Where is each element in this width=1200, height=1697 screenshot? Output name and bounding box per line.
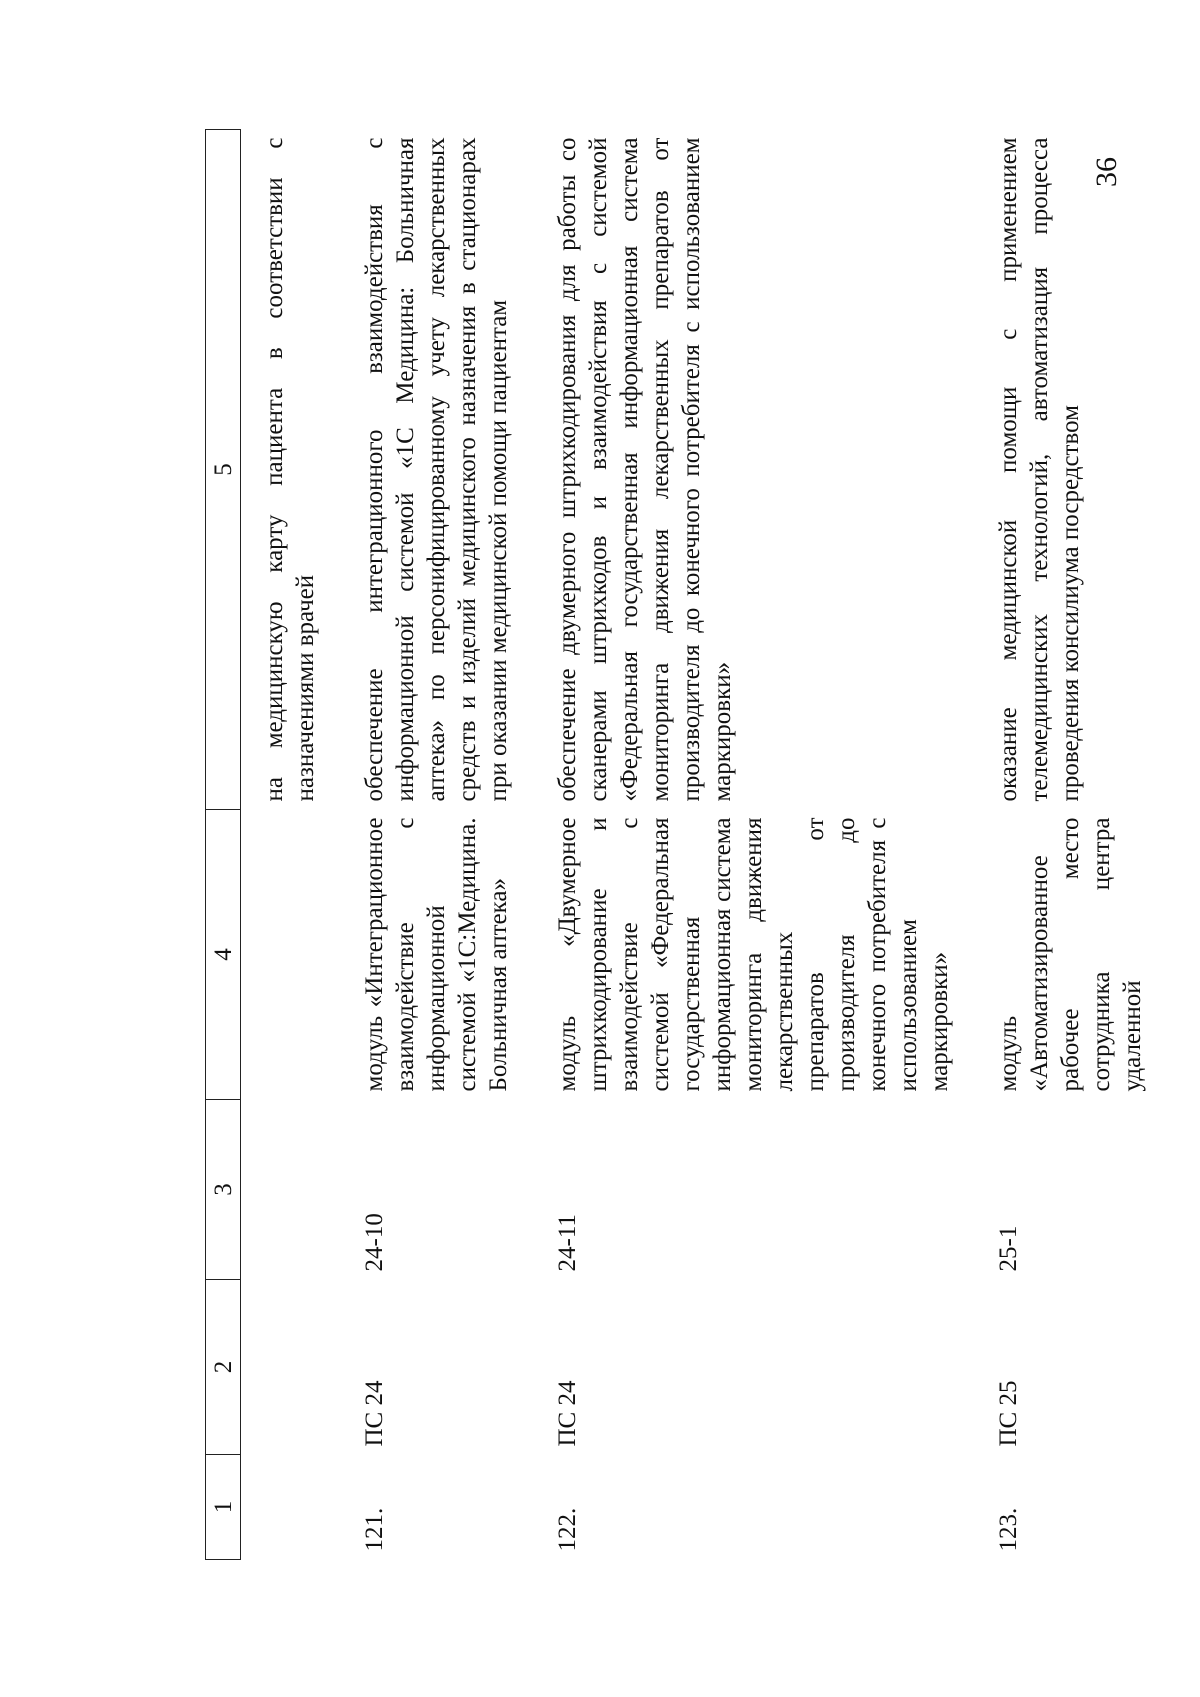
row-number (241, 1455, 342, 1560)
column-header-2: 2 (206, 1280, 241, 1455)
page-number: 36 (1090, 157, 1123, 187)
column-header-1: 1 (206, 1455, 241, 1560)
column-header-4: 4 (206, 810, 241, 1100)
modules-table (205, 129, 1168, 1560)
subsystem-cell: ПС 24 (554, 1380, 581, 1447)
column-header-5: 5 (206, 130, 241, 810)
purpose-cell: обеспечение интеграционного взаимодействия с информационной системой «1С Медицина: Больничная аптека» по персонифицированному учету лекарственных средств и изделий медицинского назначения в стационарах при оказании медицинской помощи пациентам (361, 137, 512, 802)
column-header-3: 3 (206, 1100, 241, 1280)
code-cell: 24-11 (554, 1214, 581, 1272)
purpose-cell: обеспечение двумерного штрихкодирования для работы со сканерами штрихкодов и взаимодействия с системой «Федеральная государственная информационная система мониторинга движения лекарственных препаратов от производителя до конечного потребителя с использованием маркировки» (554, 137, 736, 802)
row-number: 121. (361, 1507, 388, 1552)
code-cell: 25-1 (995, 1225, 1022, 1272)
table-header-row (206, 130, 241, 1560)
module-name-cell: модуль «Интеграционное взаимодействие с информационной системой «1С:Медицина. Больничная аптека» (361, 817, 512, 1092)
table-row (241, 130, 342, 1560)
purpose-cell: на медицинскую карту пациента в соответствии с назначениями врачей (261, 137, 319, 802)
table-row (534, 130, 975, 1560)
table-row (341, 130, 534, 1560)
row-number: 122. (554, 1507, 581, 1552)
code-cell (241, 1100, 342, 1280)
module-name-cell (241, 810, 342, 1100)
subsystem-cell: ПС 25 (995, 1380, 1022, 1447)
module-name-cell: модуль «Автоматизированное рабочее место сотрудника центра удаленной (995, 817, 1146, 1092)
module-name-cell: модуль «Двумерное штрихкодирование и взаимодействие с системой «Федеральная государственная информационная система мониторинга движения лекарственных препаратов от производителя до конечного потребителя с использованием маркировки» (554, 817, 953, 1092)
subsystem-cell (241, 1280, 342, 1455)
row-number: 123. (995, 1507, 1022, 1552)
code-cell: 24-10 (361, 1213, 388, 1272)
table-row (975, 130, 1168, 1560)
subsystem-cell: ПС 24 (361, 1380, 388, 1447)
purpose-cell: оказание медицинской помощи с применением телемедицинских технологий, автоматизация процесса проведения консилиума посредством (995, 137, 1084, 802)
